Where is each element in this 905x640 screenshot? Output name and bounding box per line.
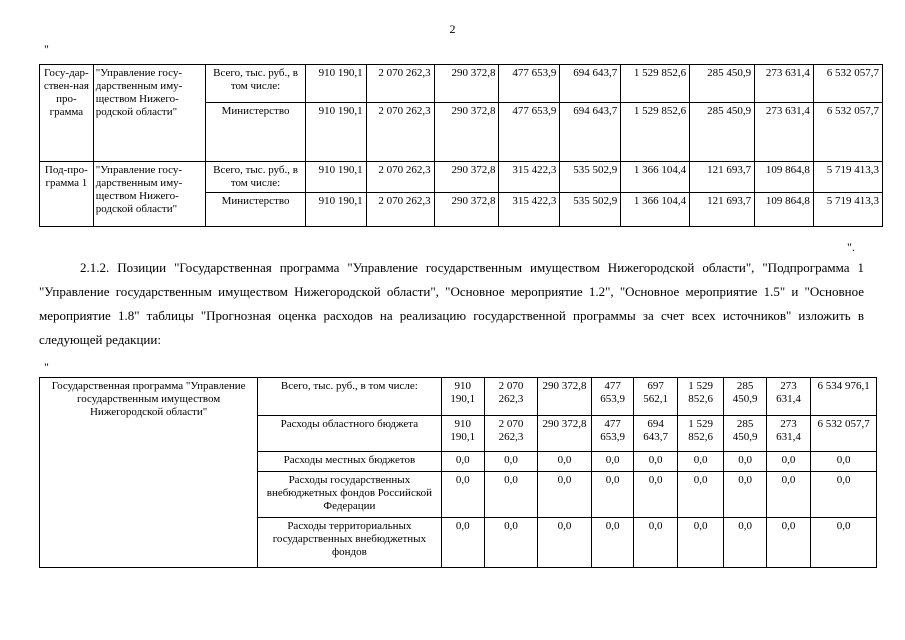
value-cell: 0,0 xyxy=(537,472,591,518)
value-cell: 2 070 262,3 xyxy=(366,65,434,103)
value-cell: 0,0 xyxy=(766,452,810,472)
page-number: 2 xyxy=(449,22,456,36)
row-label-cell: Министерство xyxy=(206,193,305,227)
value-cell: 290 372,8 xyxy=(537,416,591,452)
value-cell: 0,0 xyxy=(484,472,537,518)
value-cell: 0,0 xyxy=(677,518,724,568)
table-row xyxy=(40,378,877,416)
value-cell: 0,0 xyxy=(537,452,591,472)
value-cell: 910 190,1 xyxy=(305,65,366,103)
value-cell: 0,0 xyxy=(811,518,877,568)
value-cell: 2 070 262,3 xyxy=(366,103,434,162)
value-cell: 0,0 xyxy=(724,472,766,518)
value-cell: 273 631,4 xyxy=(755,103,814,162)
value-cell: 910 190,1 xyxy=(441,416,484,452)
value-cell: 1 529 852,6 xyxy=(621,103,690,162)
value-cell: 290 372,8 xyxy=(434,162,499,193)
value-cell: 477 653,9 xyxy=(591,416,633,452)
row-label-cell: Расходы государственных внебюджетных фондов Российской Федерации xyxy=(258,472,441,518)
value-cell: 1 529 852,6 xyxy=(677,378,724,416)
value-cell: 1 529 852,6 xyxy=(677,416,724,452)
value-cell: 0,0 xyxy=(634,452,677,472)
value-cell: 290 372,8 xyxy=(434,193,499,227)
value-cell: 910 190,1 xyxy=(305,193,366,227)
value-cell: 694 643,7 xyxy=(634,416,677,452)
row-label-cell: Расходы областного бюджета xyxy=(258,416,441,452)
value-cell: 0,0 xyxy=(591,518,633,568)
value-cell: 290 372,8 xyxy=(434,65,499,103)
value-cell: 910 190,1 xyxy=(305,162,366,193)
expenditure-table xyxy=(39,64,883,227)
value-cell: 0,0 xyxy=(677,452,724,472)
value-cell: 273 631,4 xyxy=(766,378,810,416)
value-cell: 2 070 262,3 xyxy=(366,193,434,227)
value-cell: 2 070 262,3 xyxy=(366,162,434,193)
value-cell: 273 631,4 xyxy=(755,65,814,103)
value-cell: 0,0 xyxy=(484,452,537,472)
program-name-cell: "Управление госу-дарственным иму-ществом Нижего-родской области" xyxy=(93,65,206,162)
value-cell: 697 562,1 xyxy=(634,378,677,416)
value-cell: 910 190,1 xyxy=(305,103,366,162)
value-cell: 6 532 057,7 xyxy=(811,416,877,452)
value-cell: 694 643,7 xyxy=(560,103,621,162)
value-cell: 1 529 852,6 xyxy=(621,65,690,103)
value-cell: 290 372,8 xyxy=(537,378,591,416)
value-cell: 285 450,9 xyxy=(690,103,755,162)
value-cell: 290 372,8 xyxy=(434,103,499,162)
row-label-cell: Расходы территориальных государственных внебюджетных фондов xyxy=(258,518,441,568)
value-cell: 0,0 xyxy=(634,472,677,518)
value-cell: 2 070 262,3 xyxy=(484,416,537,452)
value-cell: 6 534 976,1 xyxy=(811,378,877,416)
value-cell: 1 366 104,4 xyxy=(621,162,690,193)
value-cell: 0,0 xyxy=(441,472,484,518)
row-label-cell: Расходы местных бюджетов xyxy=(258,452,441,472)
row-label-cell: Всего, тыс. руб., в том числе: xyxy=(206,162,305,193)
value-cell: 273 631,4 xyxy=(766,416,810,452)
value-cell: 694 643,7 xyxy=(560,65,621,103)
value-cell: 0,0 xyxy=(634,518,677,568)
value-cell: 2 070 262,3 xyxy=(484,378,537,416)
row-label-cell: Министерство xyxy=(206,103,305,162)
value-cell: 0,0 xyxy=(811,472,877,518)
closing-quote: ". xyxy=(847,240,855,254)
program-name-cell: "Управление госу-дарственным иму-ществом Нижего-родской области" xyxy=(93,162,206,227)
value-cell: 285 450,9 xyxy=(724,378,766,416)
value-cell: 0,0 xyxy=(537,518,591,568)
value-cell: 5 719 413,3 xyxy=(813,193,882,227)
value-cell: 109 864,8 xyxy=(755,162,814,193)
row-label-cell: Всего, тыс. руб., в том числе: xyxy=(258,378,441,416)
value-cell: 535 502,9 xyxy=(560,193,621,227)
value-cell: 6 532 057,7 xyxy=(813,65,882,103)
value-cell: 315 422,3 xyxy=(499,162,560,193)
value-cell: 535 502,9 xyxy=(560,162,621,193)
program-type-cell: Госу-дар-ствен-ная про-грамма xyxy=(40,65,94,162)
value-cell: 109 864,8 xyxy=(755,193,814,227)
amendment-paragraph xyxy=(39,256,864,352)
value-cell: 5 719 413,3 xyxy=(813,162,882,193)
value-cell: 0,0 xyxy=(441,452,484,472)
value-cell: 0,0 xyxy=(724,452,766,472)
value-cell: 0,0 xyxy=(766,472,810,518)
value-cell: 0,0 xyxy=(766,518,810,568)
value-cell: 0,0 xyxy=(677,472,724,518)
opening-quote: " xyxy=(44,42,49,56)
value-cell: 1 366 104,4 xyxy=(621,193,690,227)
program-name-cell: Государственная программа "Управление государственным имуществом Нижегородской области" xyxy=(40,378,258,568)
forecast-table xyxy=(39,377,877,568)
value-cell: 0,0 xyxy=(811,452,877,472)
opening-quote-2: " xyxy=(44,360,49,374)
value-cell: 121 693,7 xyxy=(690,193,755,227)
value-cell: 477 653,9 xyxy=(499,103,560,162)
value-cell: 0,0 xyxy=(484,518,537,568)
table-row xyxy=(40,162,883,193)
value-cell: 477 653,9 xyxy=(499,65,560,103)
value-cell: 0,0 xyxy=(724,518,766,568)
value-cell: 315 422,3 xyxy=(499,193,560,227)
value-cell: 121 693,7 xyxy=(690,162,755,193)
value-cell: 285 450,9 xyxy=(724,416,766,452)
paragraph-text: 2.1.2. Позиции "Государственная программа "Управление государственным имуществом Нижегородской области", "Подпрограмма 1 "Управление государственным имуществом Нижегородской области", "Основное мероприятие 1.2", "Основное мероприятие 1.5" и "Основное мероприятие 1.8" таблицы "Прогнозная оценка расходов на реализацию государственной программы за счет всех источников" изложить в следующей редакции: xyxy=(39,260,864,347)
value-cell: 6 532 057,7 xyxy=(813,103,882,162)
value-cell: 0,0 xyxy=(441,518,484,568)
table-row xyxy=(40,65,883,103)
value-cell: 285 450,9 xyxy=(690,65,755,103)
row-label-cell: Всего, тыс. руб., в том числе: xyxy=(206,65,305,103)
value-cell: 477 653,9 xyxy=(591,378,633,416)
value-cell: 0,0 xyxy=(591,452,633,472)
value-cell: 910 190,1 xyxy=(441,378,484,416)
program-type-cell: Под-про-грамма 1 xyxy=(40,162,94,227)
value-cell: 0,0 xyxy=(591,472,633,518)
